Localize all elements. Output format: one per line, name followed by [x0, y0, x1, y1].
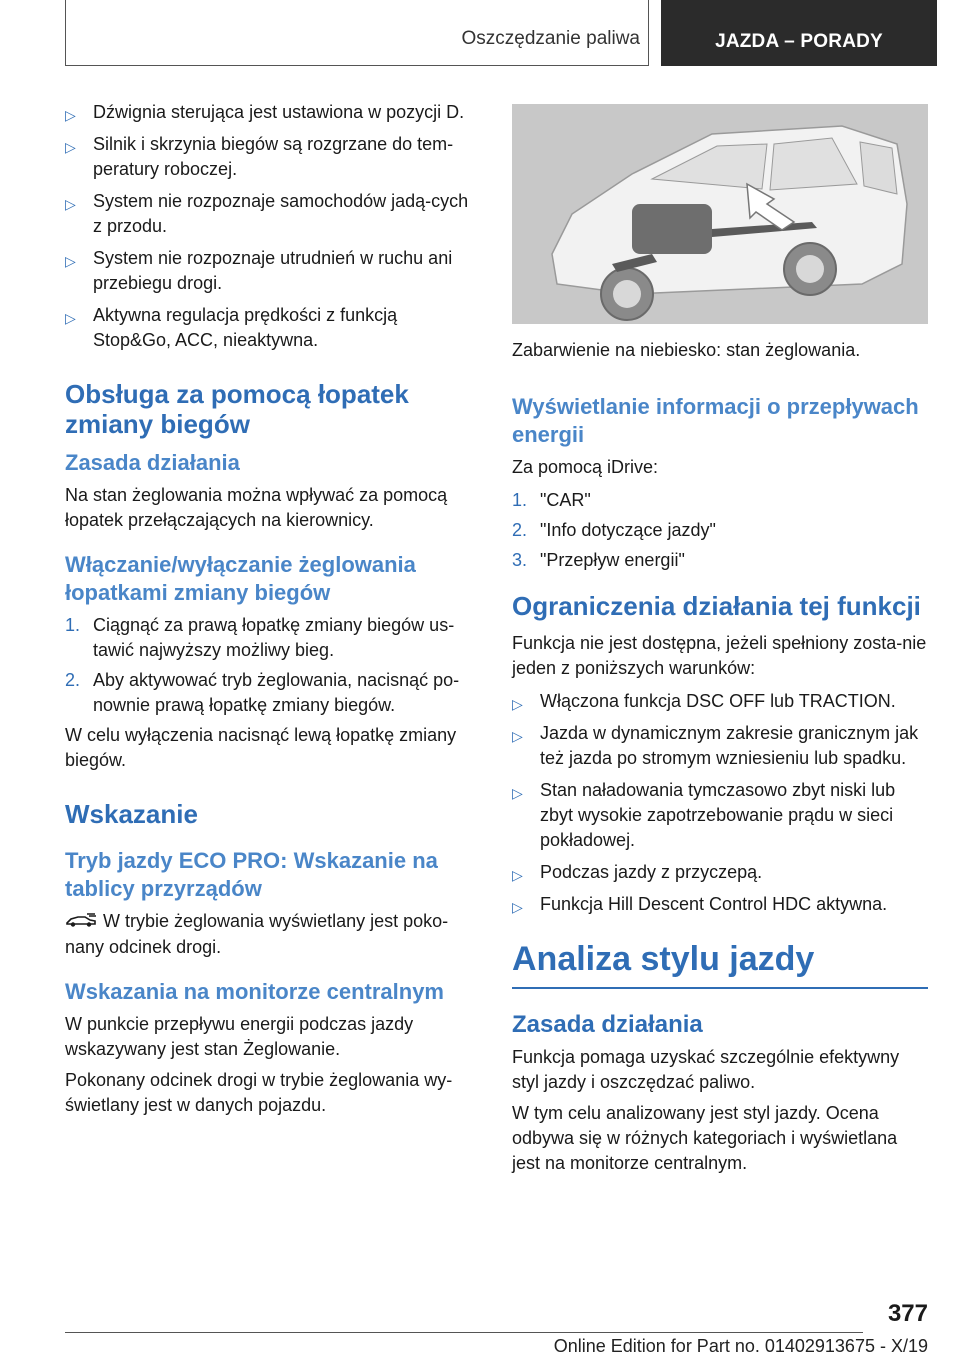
- triangle-bullet-icon: ▷: [65, 310, 76, 326]
- triangle-bullet-icon: ▷: [512, 785, 523, 801]
- left-column: [65, 100, 477, 1124]
- triangle-bullet-icon: ▷: [512, 899, 523, 915]
- analysis-heading: Zasada działania: [512, 1011, 703, 1038]
- list-item: 1. Ciągnąć za prawą łopatkę zmiany biegów us-tawić najwyższy możliwy bieg.: [65, 615, 455, 660]
- analysis-text-1: Funkcja pomaga uzyskać szczególnie efektywny styl jazdy i oszczędzać paliwo.: [512, 1047, 900, 1092]
- conditions-list: [65, 100, 477, 353]
- triangle-bullet-icon: ▷: [512, 728, 523, 744]
- eco-text-paragraph: W trybie żeglowania wyświetlany jest poko-nany odcinek drogi.: [65, 911, 449, 957]
- eco-heading: Tryb jazdy ECO PRO: Wskazanie na tablicy przyrządów: [65, 848, 438, 901]
- monitor-text-1: W punkcie przepływu energii podczas jazdy wskazywany jest stan Żeglowanie.: [65, 1013, 414, 1059]
- list-item: ▷ System nie rozpoznaje utrudnień w ruchu ani przebiegu drogi.: [65, 248, 453, 293]
- list-item: ▷ Jazda w dynamicznym zakresie granicznym jak też jazda po stromym wzniesieniu lub spadku.: [512, 723, 919, 768]
- list-item: ▷ Aktywna regulacja prędkości z funkcją Stop&Go, ACC, nieaktywna.: [65, 305, 398, 350]
- list-item: 2. "Info dotyczące jazdy": [512, 520, 716, 540]
- analysis-title: Analiza stylu jazdy: [512, 939, 928, 989]
- footer-divider: [65, 1332, 863, 1333]
- figure-caption: Zabarwienie na niebiesko: stan żeglowania.: [512, 340, 861, 360]
- triangle-bullet-icon: ▷: [65, 107, 76, 123]
- page-number: 377: [887, 1300, 928, 1327]
- header-section-title: Oszczędzanie paliwa: [461, 28, 640, 49]
- triangle-bullet-icon: ▷: [65, 139, 76, 155]
- monitor-heading: Wskazania na monitorze centralnym: [65, 978, 444, 1004]
- list-item: ▷ Włączona funkcja DSC OFF lub TRACTION.: [512, 689, 928, 714]
- toggle-steps: [65, 613, 477, 718]
- toggle-heading: Włączanie/wyłączanie żeglowania łopatkami zmiany biegów: [65, 552, 416, 605]
- monitor-text-2: Pokonany odcinek drogi w trybie żeglowania wy-świetlany jest w danych pojazdu.: [65, 1069, 453, 1115]
- right-column: [512, 104, 928, 1182]
- triangle-bullet-icon: ▷: [512, 867, 523, 883]
- list-item: ▷ Podczas jazdy z przyczepą.: [512, 860, 928, 885]
- list-item: 3. "Przepływ energii": [512, 550, 685, 570]
- list-item: ▷ Silnik i skrzynia biegów są rozgrzane do tem-peratury roboczej.: [65, 134, 454, 179]
- menu-steps: [512, 488, 928, 573]
- limits-intro: Funkcja nie jest dostępna, jeżeli spełniony zosta-nie jeden z poniższych warunków:: [512, 633, 927, 678]
- list-item: ▷ Funkcja Hill Descent Control HDC aktywna.: [512, 892, 928, 917]
- list-item: 2. Aby aktywować tryb żeglowania, nacisnąć po-nownie prawą łopatkę zmiany biegów.: [65, 670, 460, 715]
- footer-edition: Online Edition for Part no. 01402913675 - X/19: [553, 1336, 928, 1356]
- triangle-bullet-icon: ▷: [65, 196, 76, 212]
- list-item: ▷ Stan naładowania tymczasowo zbyt niski lub zbyt wysokie zapotrzebowanie prądu w sieci pokładowej.: [512, 780, 896, 850]
- principle-text: Na stan żeglowania można wpływać za pomocą łopatek przełączających na kierownicy.: [65, 485, 448, 530]
- off-text: W celu wyłączenia nacisnąć lewą łopatkę zmiany biegów.: [65, 725, 457, 770]
- display-heading: Wskazanie: [65, 799, 198, 829]
- triangle-bullet-icon: ▷: [512, 696, 523, 712]
- limits-heading: Ograniczenia działania tej funkcji: [512, 591, 921, 621]
- header-divider-left: [65, 0, 66, 66]
- sailing-car-icon: [65, 910, 97, 935]
- car-drivetrain-illustration: [512, 104, 928, 324]
- principle-heading: Zasada działania: [65, 450, 240, 475]
- triangle-bullet-icon: ▷: [65, 253, 76, 269]
- header-divider-mid: [648, 0, 649, 66]
- list-item: 1. "CAR": [512, 490, 591, 510]
- limits-list: [512, 689, 928, 917]
- header-underline: [65, 65, 649, 66]
- car-illustration-graphic: [512, 104, 928, 324]
- header-chapter-tab: JAZDA – PORADY: [661, 0, 937, 66]
- list-item: ▷ System nie rozpoznaje samochodów jadą-cych z przodu.: [65, 191, 469, 236]
- list-item: ▷ Dźwignia sterująca jest ustawiona w pozycji D.: [65, 100, 477, 125]
- energy-heading: Wyświetlanie informacji o przepływach energii: [512, 394, 919, 447]
- energy-intro: Za pomocą iDrive:: [512, 457, 659, 477]
- analysis-text-2: W tym celu analizowany jest styl jazdy. Ocena odbywa się w różnych kategoriach i wyświetlana jest na monitorze centralnym.: [512, 1103, 898, 1173]
- paddles-heading: Obsługa za pomocą łopatek zmiany biegów: [65, 379, 409, 439]
